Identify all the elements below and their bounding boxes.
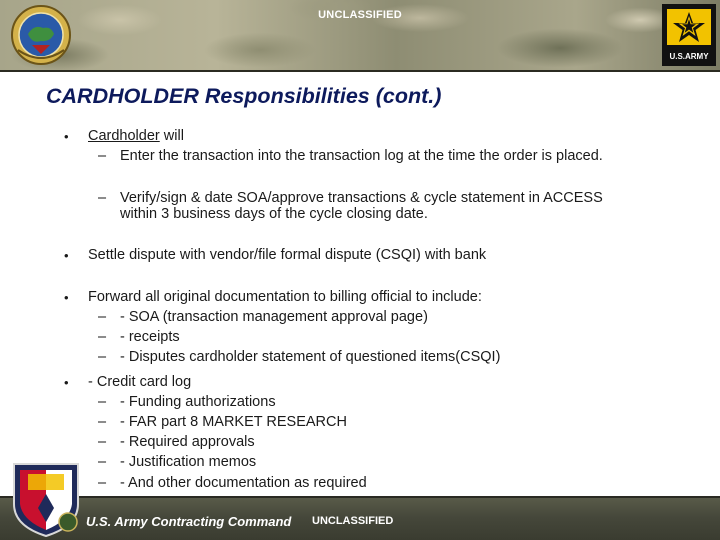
bullet-settle-dispute: Settle dispute with vendor/file formal dispute (CSQI) with bank bbox=[88, 247, 487, 263]
sub-item-verify-sign: Verify/sign & date SOA/approve transactions & cycle statement in ACCESS bbox=[120, 190, 603, 206]
bullet-forward-docs: Forward all original documentation to billing official to include: bbox=[88, 289, 482, 305]
sub-item-soa: - SOA (transaction management approval page) bbox=[120, 309, 428, 325]
sub-item-verify-sign-cont: within 3 business days of the cycle closing date. bbox=[120, 206, 428, 222]
bullet-marker: • bbox=[64, 129, 69, 144]
dash-marker: – bbox=[98, 190, 107, 206]
army-contracting-command-patch-icon bbox=[10, 460, 82, 538]
sub-item-transaction-log: Enter the transaction into the transaction log at the time the order is placed. bbox=[120, 148, 603, 164]
footer-bar bbox=[0, 496, 720, 540]
cardholder-underlined: Cardholder bbox=[88, 128, 160, 144]
sub-item-far-part-8: - FAR part 8 MARKET RESEARCH bbox=[120, 414, 347, 430]
dash-marker: – bbox=[98, 349, 107, 365]
dash-marker: – bbox=[98, 309, 107, 325]
sub-item-other-docs: - And other documentation as required bbox=[120, 475, 367, 491]
dash-marker: – bbox=[98, 394, 107, 410]
bullet-marker: • bbox=[64, 290, 69, 305]
army-logo-text: U.S.ARMY bbox=[669, 52, 709, 61]
bullet-marker: • bbox=[64, 248, 69, 263]
bullet-marker: • bbox=[64, 375, 69, 390]
classification-banner-top: UNCLASSIFIED bbox=[318, 9, 402, 21]
classification-banner-bottom: UNCLASSIFIED bbox=[312, 515, 394, 527]
footer-divider bbox=[0, 496, 720, 498]
footer-command-name: U.S. Army Contracting Command bbox=[86, 514, 292, 529]
dash-marker: – bbox=[98, 454, 107, 470]
bullet-cardholder bbox=[88, 128, 184, 145]
dash-marker: – bbox=[98, 475, 107, 491]
dash-marker: – bbox=[98, 434, 107, 450]
dash-marker: – bbox=[98, 414, 107, 430]
dash-marker: – bbox=[98, 329, 107, 345]
sub-item-funding: - Funding authorizations bbox=[120, 394, 276, 410]
sub-item-required-approvals: - Required approvals bbox=[120, 434, 255, 450]
sub-item-justification: - Justification memos bbox=[120, 454, 257, 470]
slide-title: CARDHOLDER Responsibilities (cont.) bbox=[46, 84, 442, 108]
dash-marker: – bbox=[98, 148, 107, 164]
bullet-credit-card-log: - Credit card log bbox=[88, 374, 192, 390]
cardholder-suffix: will bbox=[159, 128, 184, 144]
sub-item-disputes: - Disputes cardholder statement of questioned items(CSQI) bbox=[120, 349, 501, 365]
sub-item-receipts: - receipts bbox=[120, 329, 180, 345]
